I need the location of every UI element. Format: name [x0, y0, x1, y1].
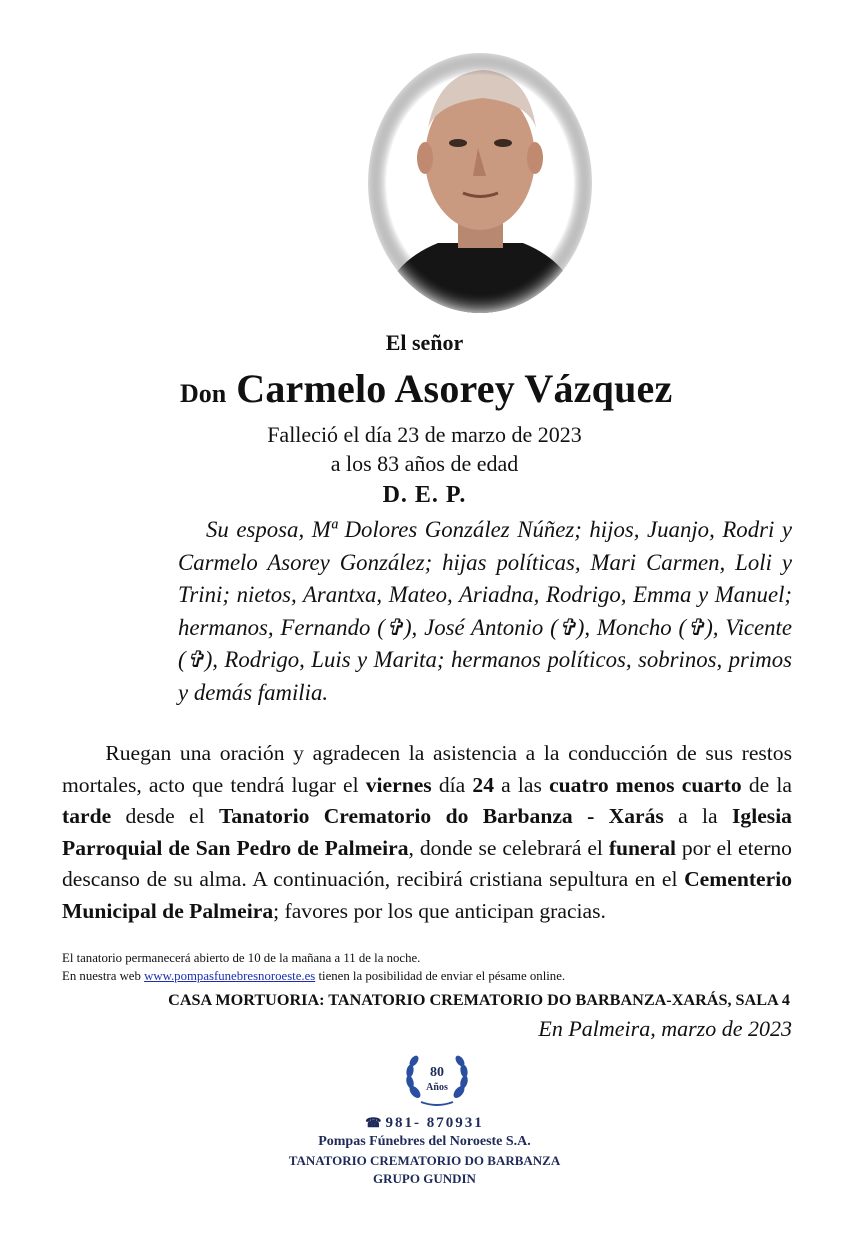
web-prefix: En nuestra web [62, 969, 145, 983]
service-text: Ruegan una oración y agradecen la asistencia a la conducción de sus restos mortales, acto que tendrá lugar el [62, 741, 793, 797]
death-date: Falleció el día 23 de marzo de 2023 [267, 422, 582, 447]
phone-number: 981- 870931 [385, 1115, 484, 1131]
casa-mortuoria: CASA MORTUORIA: TANATORIO CREMATORIO DO BARBANZA-XARÁS, SALA 4 [168, 991, 790, 1009]
tanatorio-name: TANATORIO CREMATORIO DO BARBANZA [288, 1153, 561, 1168]
service-text: día [431, 772, 473, 797]
web-note [62, 969, 565, 984]
service-text: por el eterno descanso de su alma. A continuación, recibirá cristiana sepultura en el [62, 835, 792, 892]
service-text: , donde se celebrará el [408, 835, 609, 860]
service-church: Iglesia Parroquial de San Pedro de Palmeira [62, 804, 792, 860]
service-text: a la [663, 804, 732, 829]
service-date: 24 [472, 772, 495, 797]
family-text: ), José Antonio ( [403, 614, 558, 640]
service-cemetery: Cementerio Municipal de Palmeira [62, 867, 792, 923]
service-text: de la [741, 772, 792, 797]
service-text: desde el [111, 804, 219, 829]
family-paragraph [178, 514, 792, 709]
logo-word: Años [426, 1082, 448, 1093]
family-text: ), Rodrigo, Luis y Marita; hermanos políticos, sobrinos, primos y demás familia. [178, 647, 792, 705]
web-suffix: tienen la posibilidad de enviar el pésame online. [315, 969, 566, 983]
hours-note: El tanatorio permanecerá abierto de 10 de la mañana a 11 de la noche. [62, 951, 421, 965]
family-text: ), Moncho ( [576, 614, 687, 640]
service-text: a las [494, 772, 550, 797]
service-time: cuatro menos cuarto [549, 772, 742, 797]
logo-number: 80 [430, 1065, 444, 1080]
phone-icon: ☎ [365, 1115, 382, 1130]
group-name: GRUPO GUNDIN [373, 1171, 476, 1186]
name-prefix: Don [180, 379, 227, 408]
family-text: ), Vicente ( [178, 614, 792, 672]
family-text: Su esposa, Mª Dolores González Núñez; hijos, Juanjo, Rodri y Carmelo Asorey González; hijas políticas, Mari Carmen, Loli y Trini; nietos, Arantxa, Mateo, Ariadna, Rodrigo, Emma y Manuel; hermanos, Fernando ( [178, 517, 792, 640]
service-day: viernes [365, 772, 432, 797]
deceased-name-line [180, 365, 820, 412]
cross-icon: ✞ [557, 614, 577, 640]
service-part-of-day: tarde [62, 804, 112, 829]
phone-line [0, 1115, 849, 1132]
service-origin: Tanatorio Crematorio do Barbanza - Xarás [218, 804, 664, 829]
service-paragraph [62, 738, 792, 928]
deceased-name: Carmelo Asorey Vázquez [236, 366, 673, 411]
anniversary-logo [401, 1046, 473, 1110]
service-text: ; favores por los que anticipan gracias. [273, 898, 606, 923]
cross-icon: ✞ [686, 614, 706, 640]
dep-label: D. E. P. [382, 482, 467, 508]
title-label: El señor [385, 330, 464, 355]
website-link[interactable]: www.pompasfunebresnoroeste.es [144, 969, 316, 983]
company-name: Pompas Fúnebres del Noroeste S.A. [318, 1134, 531, 1149]
cross-icon: ✞ [185, 647, 205, 672]
service-funeral: funeral [608, 835, 676, 860]
age-line: a los 83 años de edad [330, 451, 519, 476]
place-date: En Palmeira, marzo de 2023 [538, 1016, 792, 1041]
cross-icon: ✞ [384, 614, 404, 640]
portrait-photo [368, 48, 593, 313]
